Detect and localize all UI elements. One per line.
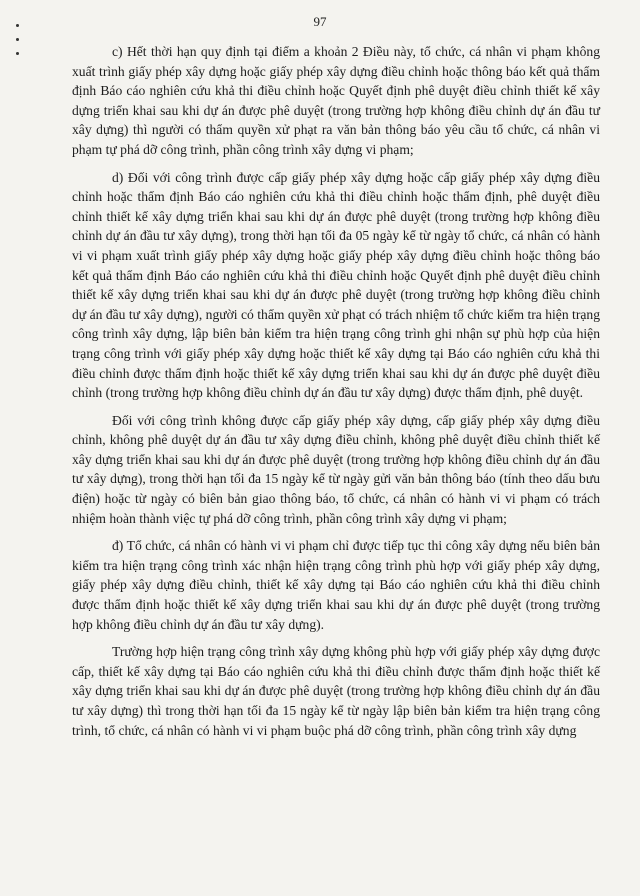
paragraph-c: c) Hết thời hạn quy định tại điểm a khoản 2 Điều này, tổ chức, cá nhân vi phạm không xuất trình giấy phép xây dựng hoặc giấy phép xây dựng điều chỉnh hoặc thông báo kết quả thẩm định Báo cáo nghiên cứu khả thi điều chỉnh hoặc Quyết định phê duyệt điều chỉnh thiết kế xây dựng triển khai sau khi dự án được phê duyệt (trong trường hợp không điều chỉnh dự án đầu tư xây dựng) thì người có thẩm quyền xử phạt ra văn bản thông báo yêu cầu tổ chức, cá nhân vi phạm tự phá dỡ công trình, phần công trình xây dựng vi phạm; <box>72 44 600 157</box>
paragraph-dd-cont: Trường hợp hiện trạng công trình xây dựng không phù hợp với giấy phép xây dựng được cấp, thiết kế xây dựng tại Báo cáo nghiên cứu khả thi điều chỉnh được thẩm định hoặc thiết kế xây dựng triển khai sau khi dự án được phê duyệt (trong trường hợp không điều chỉnh dự án đầu tư xây dựng) thì trong thời hạn tối đa 15 ngày kể từ ngày lập biên bản kiểm tra hiện trạng công trình, tổ chức, cá nhân có hành vi vi phạm buộc phá dỡ công trình, phần công trình xây dựng <box>72 644 600 738</box>
margin-dot <box>16 52 19 55</box>
margin-dot <box>16 38 19 41</box>
document-body <box>72 42 600 748</box>
paragraph-dd: đ) Tổ chức, cá nhân có hành vi vi phạm chỉ được tiếp tục thi công xây dựng nếu biên bản kiểm tra hiện trạng công trình xác nhận hiện trạng công trình phù hợp với giấy phép xây dựng, giấy phép xây dựng điều chỉnh, thiết kế xây dựng tại Báo cáo nghiên cứu khả thi điều chỉnh được thẩm định hoặc thiết kế xây dựng triển khai sau khi dự án được phê duyệt (trong trường hợp không điều chỉnh dự án đầu tư xây dựng). <box>72 538 600 632</box>
paragraph-d: d) Đối với công trình được cấp giấy phép xây dựng hoặc cấp giấy phép xây dựng điều chỉnh hoặc thẩm định Báo cáo nghiên cứu khả thi điều chỉnh hoặc thẩm định, phê duyệt điều chỉnh thiết kế xây dựng triển khai sau khi dự án được phê duyệt (trong trường hợp không điều chỉnh dự án đầu tư xây dựng), trong thời hạn tối đa 05 ngày kể từ ngày tổ chức, cá nhân có hành vi vi phạm xuất trình giấy phép xây dựng hoặc giấy phép xây dựng điều chỉnh hoặc thông báo kết quả thẩm định Báo cáo nghiên cứu khả thi điều chỉnh hoặc Quyết định phê duyệt điều chỉnh thiết kế xây dựng triển khai sau khi dự án được phê duyệt (trong trường hợp không điều chỉnh dự án đầu tư xây dựng), người có thẩm quyền xử phạt có trách nhiệm tổ chức kiểm tra hiện trạng công trình xây dựng, lập biên bản kiểm tra hiện trạng công trình ghi nhận sự phù hợp của hiện trạng công trình với giấy phép xây dựng hoặc thiết kế xây dựng tại Báo cáo nghiên cứu khả thi điều chỉnh được thẩm định hoặc thiết kế xây dựng triển khai sau khi dự án được phê duyệt điều chỉnh (trong trường hợp không điều chỉnh dự án đầu tư xây dựng) được thẩm định, phê duyệt. <box>72 169 600 401</box>
paragraph-d-cont: Đối với công trình không được cấp giấy phép xây dựng, cấp giấy phép xây dựng điều chỉnh, không phê duyệt dự án đầu tư xây dựng điều chỉnh, không phê duyệt điều chỉnh thiết kế xây dựng triển khai sau khi dự án được phê duyệt (trong trường hợp không điều chỉnh dự án đầu tư xây dựng), trong thời hạn tối đa 15 ngày kể từ ngày gửi văn bản thông báo (tính theo dấu bưu điện) hoặc từ ngày có biên bản giao thông báo, tổ chức, cá nhân có hành vi vi phạm có trách nhiệm hoàn thành việc tự phá dỡ công trình, phần công trình xây dựng vi phạm; <box>72 412 600 526</box>
page-number: 97 <box>313 14 327 29</box>
